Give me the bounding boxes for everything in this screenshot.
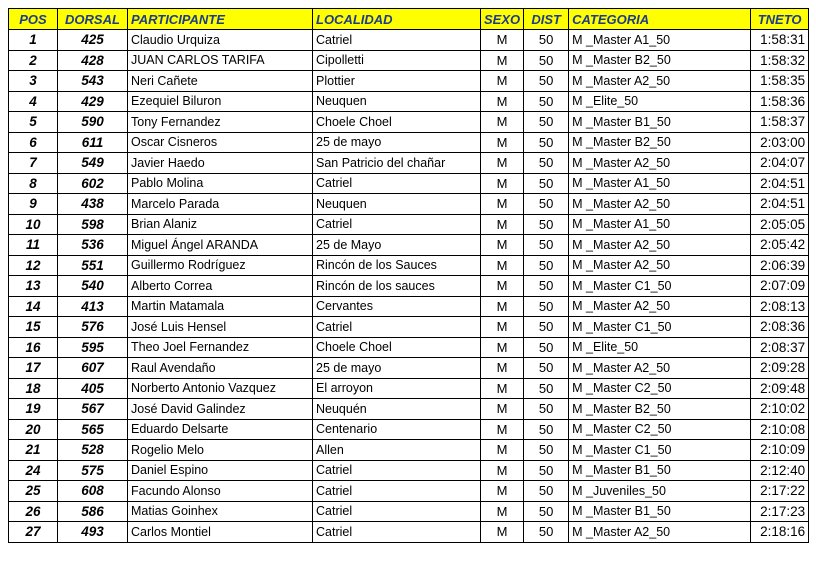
dorsal-cell: 528 <box>58 440 128 461</box>
sexo-cell: M <box>481 317 524 338</box>
dist-cell: 50 <box>524 235 569 256</box>
pos-cell: 10 <box>9 214 58 235</box>
table-row <box>9 50 809 71</box>
tneto-cell: 2:07:09 <box>751 276 809 297</box>
table-row <box>9 337 809 358</box>
tneto-cell: 2:17:23 <box>751 501 809 522</box>
categoria-cell: M _Master B1_50 <box>569 460 751 481</box>
localidad-cell: Neuquen <box>313 91 481 112</box>
header-row <box>9 9 809 30</box>
pos-cell: 24 <box>9 460 58 481</box>
categoria-cell: M _Master A2_50 <box>569 71 751 92</box>
dorsal-cell: 598 <box>58 214 128 235</box>
table-row <box>9 194 809 215</box>
dorsal-cell: 590 <box>58 112 128 133</box>
sexo-cell: M <box>481 194 524 215</box>
dorsal-cell: 493 <box>58 522 128 543</box>
participante-cell: Carlos Montiel <box>128 522 313 543</box>
participante-cell: Marcelo Parada <box>128 194 313 215</box>
categoria-cell: M _Master A2_50 <box>569 235 751 256</box>
dist-cell: 50 <box>524 317 569 338</box>
table-row <box>9 153 809 174</box>
dist-cell: 50 <box>524 132 569 153</box>
participante-cell: Pablo Molina <box>128 173 313 194</box>
localidad-cell: Neuquen <box>313 194 481 215</box>
pos-cell: 26 <box>9 501 58 522</box>
table-row <box>9 296 809 317</box>
dorsal-cell: 575 <box>58 460 128 481</box>
pos-cell: 20 <box>9 419 58 440</box>
tneto-cell: 2:04:51 <box>751 173 809 194</box>
sexo-cell: M <box>481 50 524 71</box>
categoria-cell: M _Master B2_50 <box>569 132 751 153</box>
header-categoria: CATEGORIA <box>569 9 751 30</box>
dist-cell: 50 <box>524 358 569 379</box>
categoria-cell: M _Elite_50 <box>569 337 751 358</box>
dist-cell: 50 <box>524 481 569 502</box>
participante-cell: Rogelio Melo <box>128 440 313 461</box>
participante-cell: José Luis Hensel <box>128 317 313 338</box>
pos-cell: 17 <box>9 358 58 379</box>
participante-cell: Claudio Urquiza <box>128 30 313 51</box>
dist-cell: 50 <box>524 194 569 215</box>
dorsal-cell: 607 <box>58 358 128 379</box>
table-row <box>9 317 809 338</box>
dist-cell: 50 <box>524 214 569 235</box>
dorsal-cell: 551 <box>58 255 128 276</box>
pos-cell: 3 <box>9 71 58 92</box>
localidad-cell: Centenario <box>313 419 481 440</box>
dist-cell: 50 <box>524 276 569 297</box>
participante-cell: Raul Avendaño <box>128 358 313 379</box>
dist-cell: 50 <box>524 173 569 194</box>
localidad-cell: Plottier <box>313 71 481 92</box>
table-row <box>9 460 809 481</box>
participante-cell: Alberto Correa <box>128 276 313 297</box>
localidad-cell: Choele Choel <box>313 112 481 133</box>
dorsal-cell: 576 <box>58 317 128 338</box>
categoria-cell: M _Master A2_50 <box>569 522 751 543</box>
tneto-cell: 2:10:09 <box>751 440 809 461</box>
participante-cell: Norberto Antonio Vazquez <box>128 378 313 399</box>
sexo-cell: M <box>481 378 524 399</box>
pos-cell: 9 <box>9 194 58 215</box>
dist-cell: 50 <box>524 501 569 522</box>
sexo-cell: M <box>481 501 524 522</box>
dorsal-cell: 429 <box>58 91 128 112</box>
table-row <box>9 378 809 399</box>
table-row <box>9 419 809 440</box>
sexo-cell: M <box>481 358 524 379</box>
categoria-cell: M _Master C1_50 <box>569 440 751 461</box>
tneto-cell: 2:09:48 <box>751 378 809 399</box>
dorsal-cell: 567 <box>58 399 128 420</box>
table-row <box>9 91 809 112</box>
sexo-cell: M <box>481 399 524 420</box>
tneto-cell: 2:08:37 <box>751 337 809 358</box>
dist-cell: 50 <box>524 50 569 71</box>
participante-cell: Neri Cañete <box>128 71 313 92</box>
dorsal-cell: 586 <box>58 501 128 522</box>
pos-cell: 19 <box>9 399 58 420</box>
tneto-cell: 2:03:00 <box>751 132 809 153</box>
tneto-cell: 2:08:13 <box>751 296 809 317</box>
participante-cell: Matias Goinhex <box>128 501 313 522</box>
pos-cell: 21 <box>9 440 58 461</box>
pos-cell: 27 <box>9 522 58 543</box>
localidad-cell: Catriel <box>313 214 481 235</box>
pos-cell: 16 <box>9 337 58 358</box>
sexo-cell: M <box>481 173 524 194</box>
pos-cell: 14 <box>9 296 58 317</box>
dorsal-cell: 611 <box>58 132 128 153</box>
table-row <box>9 235 809 256</box>
dorsal-cell: 536 <box>58 235 128 256</box>
tneto-cell: 1:58:35 <box>751 71 809 92</box>
sexo-cell: M <box>481 460 524 481</box>
sexo-cell: M <box>481 235 524 256</box>
sexo-cell: M <box>481 337 524 358</box>
categoria-cell: M _Master B1_50 <box>569 112 751 133</box>
table-row <box>9 132 809 153</box>
participante-cell: Ezequiel Biluron <box>128 91 313 112</box>
dist-cell: 50 <box>524 337 569 358</box>
tneto-cell: 1:58:37 <box>751 112 809 133</box>
categoria-cell: M _Master C1_50 <box>569 317 751 338</box>
categoria-cell: M _Master A2_50 <box>569 194 751 215</box>
dist-cell: 50 <box>524 399 569 420</box>
localidad-cell: El arroyon <box>313 378 481 399</box>
dist-cell: 50 <box>524 378 569 399</box>
table-row <box>9 440 809 461</box>
pos-cell: 15 <box>9 317 58 338</box>
participante-cell: Martin Matamala <box>128 296 313 317</box>
participante-cell: Javier Haedo <box>128 153 313 174</box>
dist-cell: 50 <box>524 460 569 481</box>
localidad-cell: Allen <box>313 440 481 461</box>
pos-cell: 4 <box>9 91 58 112</box>
sexo-cell: M <box>481 255 524 276</box>
tneto-cell: 2:06:39 <box>751 255 809 276</box>
tneto-cell: 2:12:40 <box>751 460 809 481</box>
table-row <box>9 173 809 194</box>
dorsal-cell: 595 <box>58 337 128 358</box>
participante-cell: Oscar Cisneros <box>128 132 313 153</box>
dorsal-cell: 540 <box>58 276 128 297</box>
participante-cell: José David Galindez <box>128 399 313 420</box>
localidad-cell: Cervantes <box>313 296 481 317</box>
pos-cell: 1 <box>9 30 58 51</box>
participante-cell: Brian Alaniz <box>128 214 313 235</box>
dist-cell: 50 <box>524 296 569 317</box>
localidad-cell: 25 de Mayo <box>313 235 481 256</box>
sexo-cell: M <box>481 440 524 461</box>
sexo-cell: M <box>481 522 524 543</box>
categoria-cell: M _Master C1_50 <box>569 276 751 297</box>
participante-cell: Theo Joel Fernandez <box>128 337 313 358</box>
localidad-cell: Catriel <box>313 173 481 194</box>
header-dist: DIST <box>524 9 569 30</box>
categoria-cell: M _Master B2_50 <box>569 50 751 71</box>
sexo-cell: M <box>481 71 524 92</box>
tneto-cell: 2:04:51 <box>751 194 809 215</box>
participante-cell: Miguel Ángel ARANDA <box>128 235 313 256</box>
participante-cell: Daniel Espino <box>128 460 313 481</box>
localidad-cell: 25 de mayo <box>313 132 481 153</box>
tneto-cell: 2:09:28 <box>751 358 809 379</box>
header-sexo: SEXO <box>481 9 524 30</box>
dist-cell: 50 <box>524 522 569 543</box>
pos-cell: 6 <box>9 132 58 153</box>
dist-cell: 50 <box>524 30 569 51</box>
categoria-cell: M _Master A1_50 <box>569 30 751 51</box>
localidad-cell: Catriel <box>313 501 481 522</box>
pos-cell: 18 <box>9 378 58 399</box>
header-pos: POS <box>9 9 58 30</box>
pos-cell: 7 <box>9 153 58 174</box>
localidad-cell: Catriel <box>313 522 481 543</box>
pos-cell: 5 <box>9 112 58 133</box>
participante-cell: JUAN CARLOS TARIFA <box>128 50 313 71</box>
header-dorsal: DORSAL <box>58 9 128 30</box>
sexo-cell: M <box>481 112 524 133</box>
dist-cell: 50 <box>524 71 569 92</box>
sexo-cell: M <box>481 481 524 502</box>
dist-cell: 50 <box>524 440 569 461</box>
tneto-cell: 1:58:31 <box>751 30 809 51</box>
sexo-cell: M <box>481 214 524 235</box>
participante-cell: Eduardo Delsarte <box>128 419 313 440</box>
dist-cell: 50 <box>524 112 569 133</box>
categoria-cell: M _Master A2_50 <box>569 296 751 317</box>
categoria-cell: M _Master A2_50 <box>569 255 751 276</box>
categoria-cell: M _Master C2_50 <box>569 419 751 440</box>
header-tneto: TNETO <box>751 9 809 30</box>
pos-cell: 2 <box>9 50 58 71</box>
localidad-cell: Catriel <box>313 317 481 338</box>
dist-cell: 50 <box>524 419 569 440</box>
tneto-cell: 2:17:22 <box>751 481 809 502</box>
pos-cell: 25 <box>9 481 58 502</box>
localidad-cell: Catriel <box>313 481 481 502</box>
localidad-cell: Choele Choel <box>313 337 481 358</box>
localidad-cell: Catriel <box>313 460 481 481</box>
categoria-cell: M _Master A2_50 <box>569 153 751 174</box>
dorsal-cell: 549 <box>58 153 128 174</box>
table-row <box>9 112 809 133</box>
table-row <box>9 276 809 297</box>
dorsal-cell: 565 <box>58 419 128 440</box>
tneto-cell: 2:10:08 <box>751 419 809 440</box>
table-row <box>9 214 809 235</box>
localidad-cell: San Patricio del chañar <box>313 153 481 174</box>
tneto-cell: 2:10:02 <box>751 399 809 420</box>
table-row <box>9 522 809 543</box>
dorsal-cell: 413 <box>58 296 128 317</box>
dist-cell: 50 <box>524 91 569 112</box>
categoria-cell: M _Juveniles_50 <box>569 481 751 502</box>
sexo-cell: M <box>481 276 524 297</box>
tneto-cell: 1:58:36 <box>751 91 809 112</box>
table-row <box>9 501 809 522</box>
localidad-cell: Rincón de los sauces <box>313 276 481 297</box>
header-participante: PARTICIPANTE <box>128 9 313 30</box>
categoria-cell: M _Master C2_50 <box>569 378 751 399</box>
dorsal-cell: 543 <box>58 71 128 92</box>
pos-cell: 8 <box>9 173 58 194</box>
pos-cell: 12 <box>9 255 58 276</box>
localidad-cell: 25 de mayo <box>313 358 481 379</box>
sexo-cell: M <box>481 153 524 174</box>
dorsal-cell: 602 <box>58 173 128 194</box>
participante-cell: Tony Fernandez <box>128 112 313 133</box>
tneto-cell: 2:08:36 <box>751 317 809 338</box>
dorsal-cell: 428 <box>58 50 128 71</box>
dorsal-cell: 438 <box>58 194 128 215</box>
dorsal-cell: 405 <box>58 378 128 399</box>
sexo-cell: M <box>481 132 524 153</box>
tneto-cell: 2:05:05 <box>751 214 809 235</box>
header-localidad: LOCALIDAD <box>313 9 481 30</box>
tneto-cell: 2:04:07 <box>751 153 809 174</box>
tneto-cell: 1:58:32 <box>751 50 809 71</box>
participante-cell: Facundo Alonso <box>128 481 313 502</box>
pos-cell: 11 <box>9 235 58 256</box>
categoria-cell: M _Master A1_50 <box>569 214 751 235</box>
localidad-cell: Cipolletti <box>313 50 481 71</box>
categoria-cell: M _Master B1_50 <box>569 501 751 522</box>
table-row <box>9 358 809 379</box>
table-row <box>9 30 809 51</box>
table-row <box>9 481 809 502</box>
participante-cell: Guillermo Rodríguez <box>128 255 313 276</box>
tneto-cell: 2:18:16 <box>751 522 809 543</box>
dist-cell: 50 <box>524 255 569 276</box>
categoria-cell: M _Master B2_50 <box>569 399 751 420</box>
categoria-cell: M _Master A2_50 <box>569 358 751 379</box>
categoria-cell: M _Master A1_50 <box>569 173 751 194</box>
categoria-cell: M _Elite_50 <box>569 91 751 112</box>
dorsal-cell: 425 <box>58 30 128 51</box>
pos-cell: 13 <box>9 276 58 297</box>
sexo-cell: M <box>481 30 524 51</box>
dorsal-cell: 608 <box>58 481 128 502</box>
tneto-cell: 2:05:42 <box>751 235 809 256</box>
localidad-cell: Catriel <box>313 30 481 51</box>
results-table <box>8 8 809 543</box>
sexo-cell: M <box>481 419 524 440</box>
table-row <box>9 399 809 420</box>
dist-cell: 50 <box>524 153 569 174</box>
localidad-cell: Neuquén <box>313 399 481 420</box>
sexo-cell: M <box>481 296 524 317</box>
localidad-cell: Rincón de los Sauces <box>313 255 481 276</box>
table-row <box>9 71 809 92</box>
sexo-cell: M <box>481 91 524 112</box>
table-row <box>9 255 809 276</box>
